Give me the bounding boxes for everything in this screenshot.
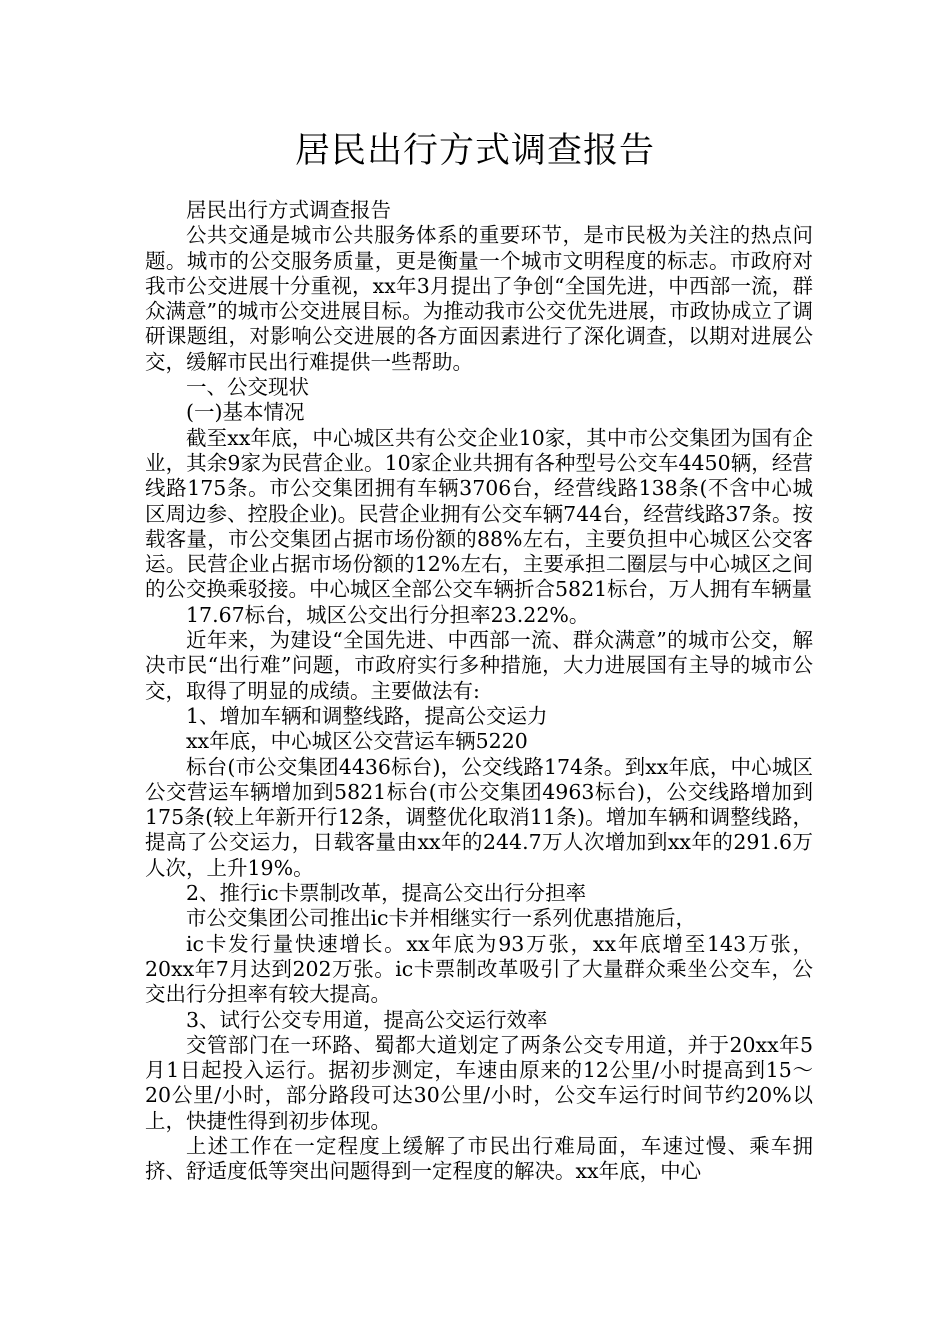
document-body [145,198,813,1185]
paragraph-item-1b: 标台(市公交集团4436标台)，公交线路174条。到xx年底，中心城区公交营运车辆增加到5821标台(市公交集团4963标台)，公交线路增加到175条(较上年新开行12条，调整优化取消11条)。增加车辆和调整线路，提高了公交运力，日载客量由xx年的244.7万人次增加到xx年的291.6万人次，上升19%。 [145,754,813,880]
paragraph-basic-info: 截至xx年底，中心城区共有公交企业10家，其中市公交集团为国有企业，其余9家为民营企业。10家企业共拥有各种型号公交车4450辆，经营线路175条。市公交集团拥有车辆3706台，经营线路138条(不含中心城区周边参、控股企业)。民营企业拥有公交车辆744台，经营线路37条。按载客量，市公交集团占据市场份额的88%左右，主要负担中心城区公交客运。民营企业占据市场份额的12%左右，主要承担二圈层与中心城区之间的公交换乘驳接。中心城区全部公交车辆折合5821标台，万人拥有车辆量 [145,425,813,602]
paragraph-subtitle: 居民出行方式调查报告 [186,198,391,222]
paragraph-item-1a: xx年底，中心城区公交营运车辆5220 [186,729,528,754]
item-heading-2: 2、推行ic卡票制改革，提高公交出行分担率 [186,881,587,906]
paragraph-item-2b: ic卡发行量快速增长。xx年底为93万张，xx年底增至143万张，20xx年7月达到202万张。ic卡票制改革吸引了大量群众乘坐公交车，公交出行分担率有较大提高。 [145,931,813,1007]
paragraph-item-3: 交管部门在一环路、蜀都大道划定了两条公交专用道，并于20xx年5月1日起投入运行。据初步测定，车速由原来的12公里/小时提高到15～20公里/小时，部分路段可达30公里/小时，公交车运行时间节约20%以上，快捷性得到初步体现。 [145,1032,813,1133]
section-heading-status: 一、公交现状 [186,375,309,400]
subsection-heading-basic: (一)基本情况 [186,400,305,425]
item-heading-3: 3、试行公交专用道，提高公交运行效率 [186,1007,548,1032]
paragraph-basic-info-cont: 17.67标台，城区公交出行分担率23.22%。 [186,602,590,627]
paragraph-intro: 公共交通是城市公共服务体系的重要环节，是市民极为关注的热点问题。城市的公交服务质量，更是衡量一个城市文明程度的标志。市政府对我市公交进展十分重视，xx年3月提出了争创“全国先进，中西部一流，群众满意”的城市公交进展目标。为推动我市公交优先进展，市政协成立了调研课题组，对影响公交进展的各方面因素进行了深化调查，以期对进展公交，缓解市民出行难提供一些帮助。 [145,223,813,374]
item-heading-1: 1、增加车辆和调整线路，提高公交运力 [186,703,548,728]
paragraph-item-2a: 市公交集团公司推出ic卡并相继实行一系列优惠措施后， [186,906,697,931]
paragraph-summary: 上述工作在一定程度上缓解了市民出行难局面，车速过慢、乘车拥挤、舒适度低等突出问题得到一定程度的解决。xx年底，中心 [145,1133,813,1184]
document-title: 居民出行方式调查报告 [294,131,655,171]
paragraph-measures-intro: 近年来，为建设“全国先进、中西部一流、群众满意”的城市公交，解决市民“出行难”问题，市政府实行多种措施，大力进展国有主导的城市公交，取得了明显的成绩。主要做法有: [145,628,813,703]
